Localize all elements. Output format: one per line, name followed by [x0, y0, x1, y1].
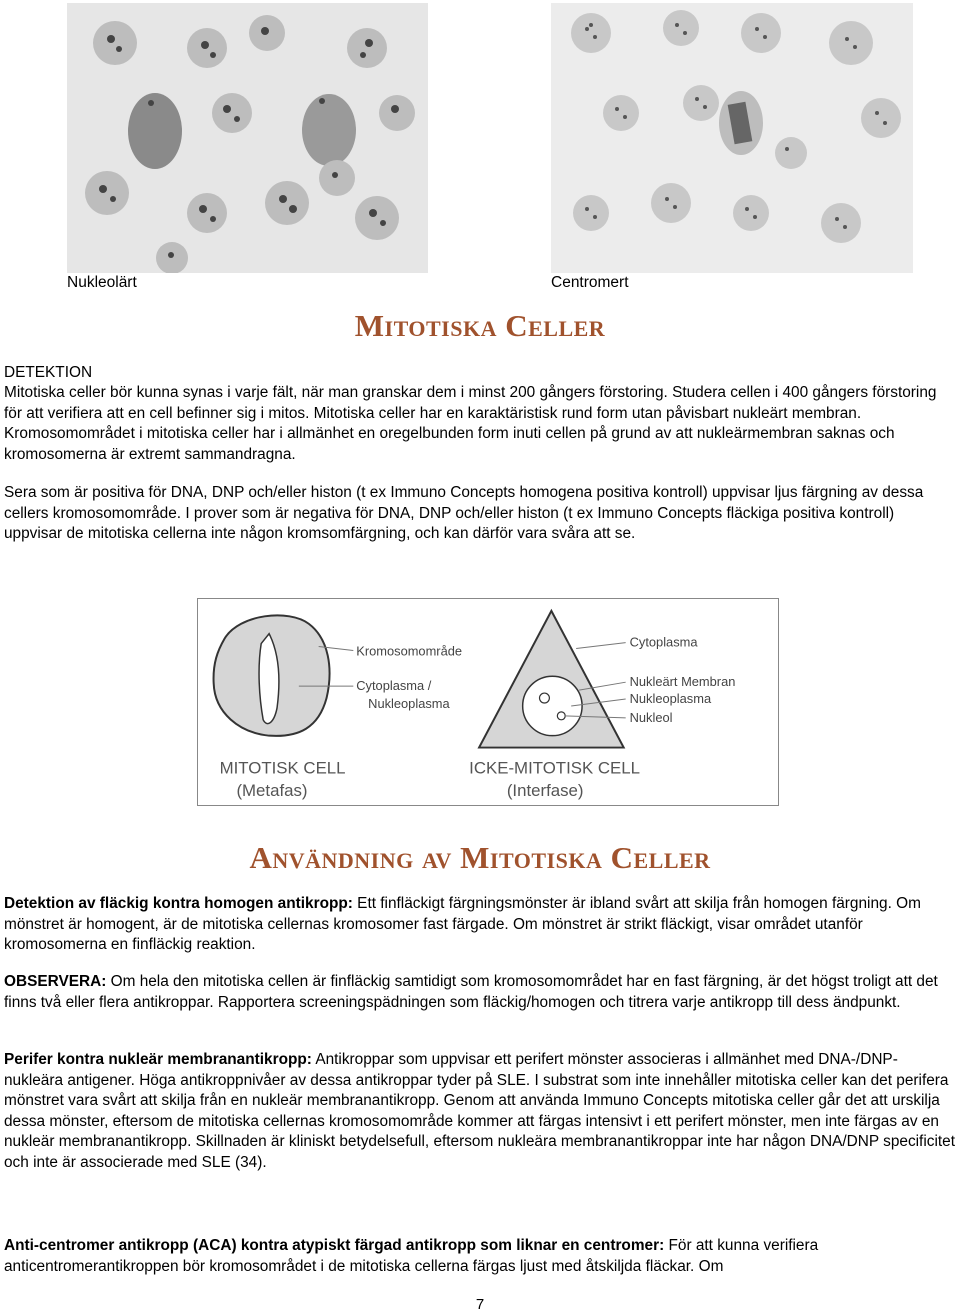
usage-p3-text: Antikroppar som uppvisar ett perifert mönster associeras i allmänhet med DNA-/DNP-nukleära antigener. Höga antikroppnivåer av dessa antikroppar tyder på SLE. I substrat som inte innehåller mitotiska celler kan det perifera mönstret vara svårt att skilja från en nukleär membranantikropp. Genom att använda Immuno Concepts mitotiska celler går det att urskilja dessa mönster, eftersom de mitotiska cellernas kromosomområde kommer att färgas intensivt i ett perifert mönster, men inte färgas av en nukleär membranantikropp. Skillnaden är kliniskt betydelsefull, eftersom nukleära membranantikroppar inte har någon DNA/DNP specificitet och inte är associerade med SLE (34). [4, 1051, 955, 1171]
left-image-caption: Nukleolärt [67, 274, 137, 291]
usage-paragraph-1 [4, 894, 956, 956]
detektion-paragraph-2: Sera som är positiva för DNA, DNP och/eller histon (t ex Immuno Concepts homogena positiva kontroll) uppvisar ljus färgning av dessa cellers kromosomområde. I prover som är negativa för DNA, DNP och/eller histon (t ex Immuno Concepts fläckiga positiva kontroll) uppvisar de mitotiska cellerna inte någon kromsomfärgning, och kan därför vara svåra att se. [4, 484, 924, 542]
label-nukleart-membran: Nukleärt Membran [629, 674, 736, 690]
label-cytoplasma: Cytoplasma [629, 634, 698, 650]
caption-interfase: (Interfase) [506, 781, 584, 801]
detektion-heading: DETEKTION [4, 364, 93, 381]
usage-title: Användning av Mitotiska Celler [249, 840, 711, 875]
label-nukleoplasma: Nukleoplasma [629, 690, 712, 706]
cell-diagram [197, 598, 779, 806]
right-image-caption: Centromert [551, 274, 629, 291]
detektion-paragraph-1: Mitotiska celler bör kunna synas i varje fält, när man granskar dem i minst 200 gångers förstoring. Studera cellen i 400 gångers förstoring för att verifiera att en cell befinner sig i mitos. Mitotiska celler har en karaktäristisk rund form utan påvisbart nukleärt membran. Kromosomområdet i mitotiska celler har i allmänhet en oregelbunden form inuti cellen på grund av att nukleärmembran saknas och kromosomerna är extremt sammandragna. [4, 384, 937, 463]
label-cytoplasma-nukleoplasma-2: Nukleoplasma [368, 695, 450, 711]
usage-p2-text: Om hela den mitotiska cellen är finfläckig samtidigt som kromosomområdet har en fast färgning, är det högst troligt att det finns två eller flera antikroppar. Rapportera screeningspädningen som fläckig/homogen och titrera varje antikropp till dess ändpunkt. [4, 973, 938, 1011]
usage-paragraph-2 [4, 972, 956, 1013]
page-title: Mitotiska Celler [354, 308, 606, 343]
micrograph-nucleolar [67, 3, 428, 273]
usage-p2-heading: OBSERVERA: [4, 973, 107, 990]
page-number: 7 [475, 1296, 485, 1313]
usage-p1-text: Ett finfläckigt färgningsmönster är ibland svårt att skilja från homogen färgning. Om mönstret är homogent, är de mitotiska cellernas kromosomer fast färgade. Om mönstret är strikt fläckigt, visar området utanför kromosomerna en finfläckig reaktion. [4, 895, 921, 953]
usage-paragraph-4 [4, 1236, 956, 1277]
label-cytoplasma-nukleoplasma-1: Cytoplasma / [356, 678, 432, 694]
caption-metafas: (Metafas) [236, 781, 308, 801]
label-nukleol: Nukleol [629, 709, 673, 725]
usage-p4-text: För att kunna verifiera anticentromerantikroppen bör kromosområdet i de mitotiska cellerna färgas ljust med åtskiljda fläckar. Om [4, 1237, 819, 1275]
micrograph-centromere [551, 3, 913, 273]
caption-non-mitotic-cell: ICKE-MITOTISK CELL [469, 758, 640, 778]
cell-diagram-graphic [198, 599, 778, 805]
usage-p4-heading: Anti-centromer antikropp (ACA) kontra atypiskt färgad antikropp som liknar en centromer: [4, 1237, 665, 1254]
usage-paragraph-3 [4, 1050, 956, 1173]
usage-p3-heading: Perifer kontra nukleär membranantikropp: [4, 1051, 312, 1068]
label-kromosomomrade: Kromosomområde [356, 643, 463, 659]
micrograph-nucleolar-image [67, 3, 428, 273]
usage-p1-heading: Detektion av fläckig kontra homogen antikropp: [4, 895, 353, 912]
caption-mitotic-cell: MITOTISK CELL [219, 758, 346, 778]
micrograph-centromere-image [551, 3, 913, 273]
